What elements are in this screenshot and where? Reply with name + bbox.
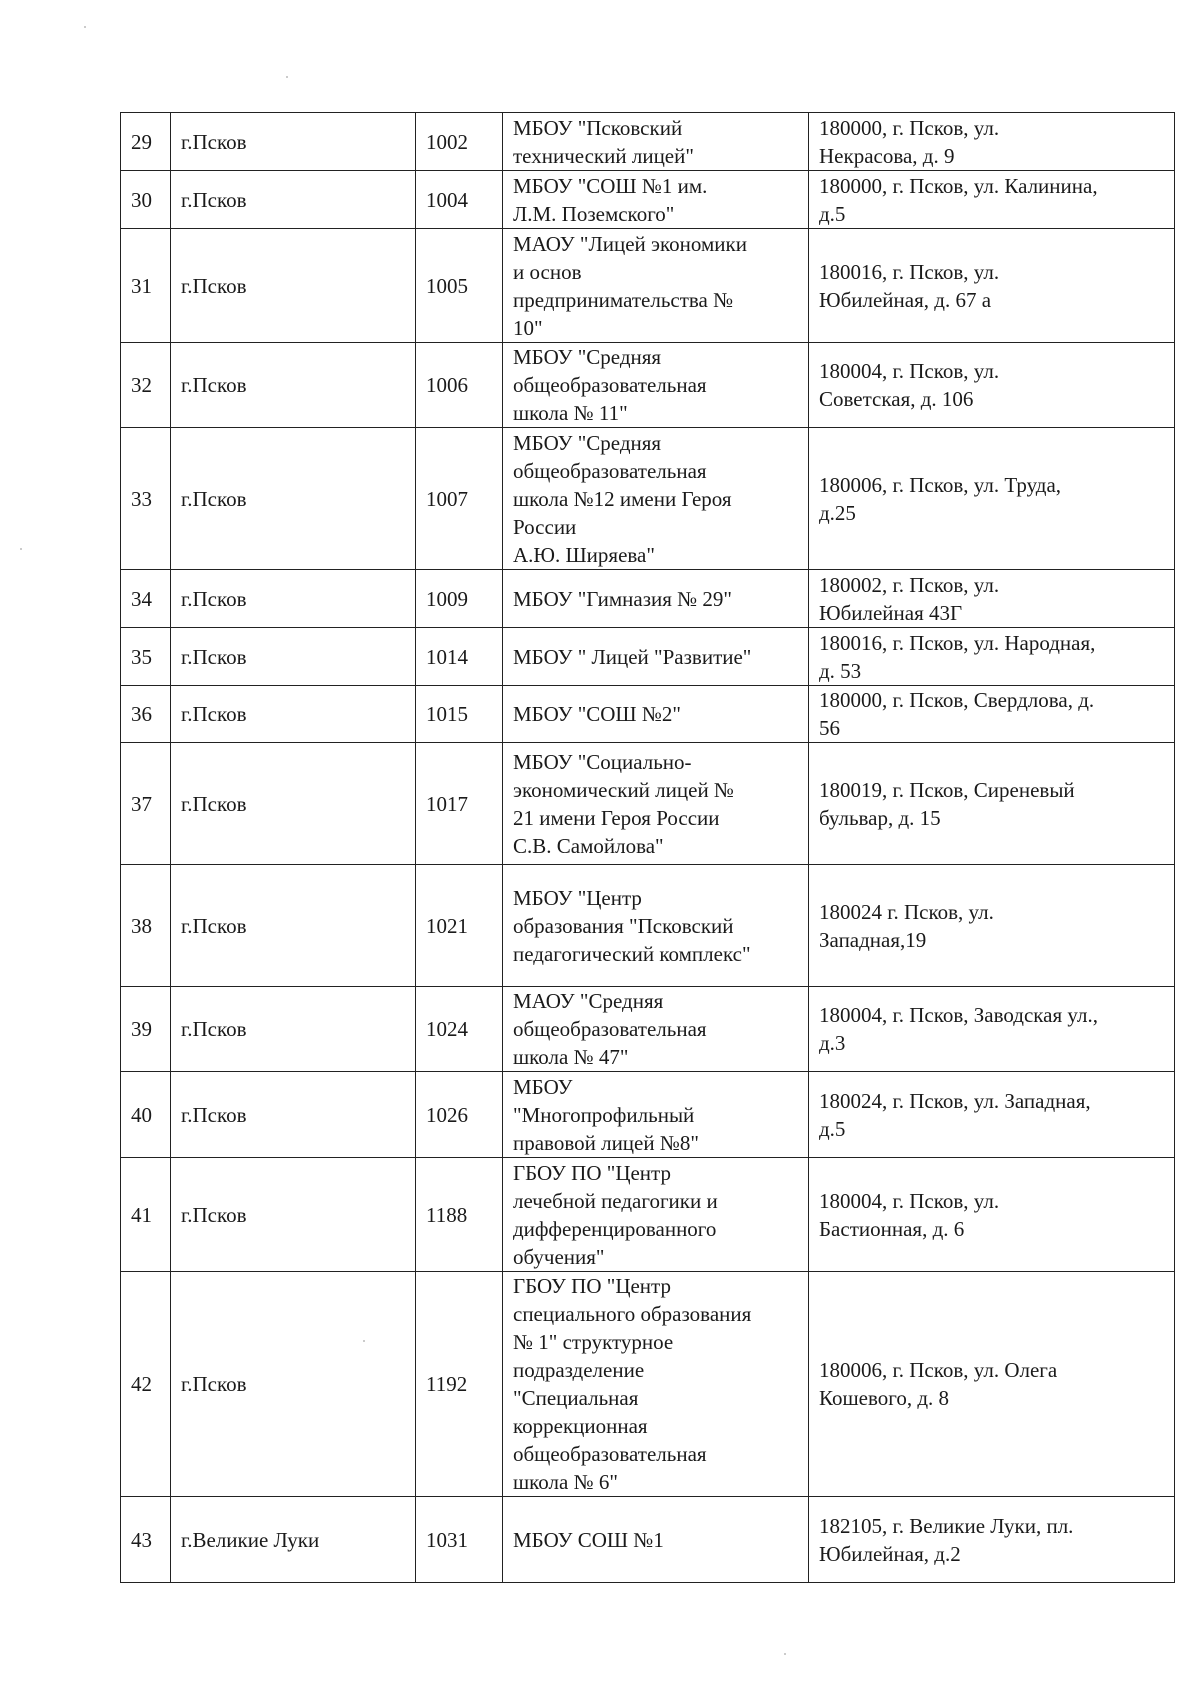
organization-cell-text: МБОУ " Лицей "Развитие": [513, 644, 752, 669]
city-cell: [171, 343, 416, 428]
code-cell: [416, 428, 503, 570]
organization-cell: [503, 987, 809, 1072]
address-cell: [809, 229, 1175, 343]
organization-cell: [503, 428, 809, 570]
code-cell: [416, 570, 503, 628]
code-cell: [416, 1497, 503, 1583]
table-row: [121, 628, 1175, 686]
city-cell: [171, 1072, 416, 1158]
city-cell: [171, 1497, 416, 1583]
city-cell: [171, 1272, 416, 1497]
code-cell-text: 1004: [426, 187, 468, 212]
row-number-text: 40: [131, 1102, 152, 1127]
city-cell: [171, 570, 416, 628]
city-cell: [171, 229, 416, 343]
table-row: [121, 1072, 1175, 1158]
organization-cell: [503, 1272, 809, 1497]
address-cell: [809, 987, 1175, 1072]
row-number: [121, 865, 171, 987]
city-cell: [171, 113, 416, 171]
city-cell-text: г.Псков: [181, 187, 247, 212]
address-cell: [809, 1497, 1175, 1583]
city-cell-text: г.Псков: [181, 791, 247, 816]
organization-cell: [503, 743, 809, 865]
organization-cell-text: МБОУ "СОШ №1 им. Л.М. Поземского": [513, 173, 708, 226]
address-cell: [809, 743, 1175, 865]
organization-cell: [503, 865, 809, 987]
code-cell: [416, 686, 503, 743]
address-cell: [809, 171, 1175, 229]
address-cell-text: 180000, г. Псков, ул. Некрасова, д. 9: [819, 115, 1000, 168]
row-number: [121, 428, 171, 570]
address-cell-text: 180016, г. Псков, ул. Юбилейная, д. 67 а: [819, 259, 1000, 312]
city-cell-text: г.Псков: [181, 913, 247, 938]
code-cell-text: 1017: [426, 791, 468, 816]
city-cell: [171, 987, 416, 1072]
organization-cell-text: МБОУ "Средняя общеобразовательная школа № 11": [513, 345, 707, 425]
address-cell: [809, 1158, 1175, 1272]
code-cell: [416, 113, 503, 171]
city-cell: [171, 1158, 416, 1272]
city-cell: [171, 743, 416, 865]
city-cell: [171, 628, 416, 686]
code-cell-text: 1006: [426, 373, 468, 397]
address-cell: [809, 343, 1175, 428]
code-cell: [416, 1158, 503, 1272]
city-cell-text: г.Псков: [181, 586, 247, 611]
code-cell-text: 1015: [426, 702, 468, 726]
code-cell-text: 1002: [426, 129, 468, 154]
organization-cell: [503, 171, 809, 229]
city-cell-text: г.Псков: [181, 702, 247, 726]
code-cell-text: 1009: [426, 586, 468, 611]
row-number-text: 41: [131, 1202, 152, 1227]
code-cell: [416, 171, 503, 229]
city-cell-text: г.Псков: [181, 1017, 247, 1041]
organization-cell-text: ГБОУ ПО "Центр лечебной педагогики и дифференцированного обучения": [513, 1160, 718, 1269]
code-cell: [416, 229, 503, 343]
code-cell: [416, 987, 503, 1072]
organization-cell: [503, 1158, 809, 1272]
organization-cell-text: МБОУ "Многопрофильный правовой лицей №8": [513, 1074, 699, 1155]
row-number: [121, 570, 171, 628]
organization-cell-text: ГБОУ ПО "Центр специального образования № 1" структурное подразделение "Специальная коррекционная общеобразовательная школа № 6": [513, 1274, 752, 1494]
organization-cell-text: МАОУ "Средняя общеобразовательная школа № 47": [513, 989, 707, 1069]
code-cell-text: 1031: [426, 1527, 468, 1552]
row-number-text: 34: [131, 586, 152, 611]
row-number: [121, 1158, 171, 1272]
address-cell-text: 180000, г. Псков, ул. Калинина, д.5: [819, 173, 1098, 226]
row-number: [121, 628, 171, 686]
city-cell-text: г.Псков: [181, 1372, 247, 1396]
row-number-text: 38: [131, 913, 152, 938]
row-number-text: 36: [131, 702, 152, 726]
table-row: [121, 113, 1175, 171]
address-cell: [809, 686, 1175, 743]
city-cell-text: г.Псков: [181, 1102, 247, 1127]
code-cell-text: 1014: [426, 644, 468, 669]
organization-cell: [503, 343, 809, 428]
row-number-text: 43: [131, 1527, 152, 1552]
organization-cell: [503, 570, 809, 628]
address-cell-text: 180004, г. Псков, ул. Советская, д. 106: [819, 359, 1000, 411]
table-row: [121, 229, 1175, 343]
code-cell-text: 1192: [426, 1372, 468, 1396]
row-number-text: 39: [131, 1017, 152, 1041]
code-cell: [416, 1072, 503, 1158]
address-cell-text: 180006, г. Псков, ул. Олега Кошевого, д. 8: [819, 1358, 1058, 1410]
code-cell: [416, 343, 503, 428]
code-cell-text: 1021: [426, 913, 468, 938]
address-cell-text: 180024 г. Псков, ул. Западная,19: [819, 899, 994, 952]
organization-cell: [503, 113, 809, 171]
organization-cell-text: МБОУ "Центр образования "Псковский педагогический комплекс": [513, 885, 751, 966]
row-number-text: 33: [131, 486, 152, 511]
city-cell-text: г.Псков: [181, 373, 247, 397]
organization-cell-text: МАОУ "Лицей экономики и основ предпринимательства № 10": [513, 231, 747, 340]
table-row: [121, 987, 1175, 1072]
address-cell: [809, 1072, 1175, 1158]
row-number-text: 31: [131, 273, 152, 298]
address-cell-text: 180000, г. Псков, Свердлова, д. 56: [819, 688, 1095, 740]
table-row: [121, 428, 1175, 570]
organization-cell: [503, 686, 809, 743]
code-cell: [416, 865, 503, 987]
organization-cell: [503, 628, 809, 686]
organization-cell-text: МБОУ "Средняя общеобразовательная школа №12 имени Героя России А.Ю. Ширяева": [513, 430, 732, 567]
address-cell-text: 180019, г. Псков, Сиреневый бульвар, д. 15: [819, 777, 1075, 830]
organization-cell-text: МБОУ "Гимназия № 29": [513, 586, 732, 611]
table-row: [121, 865, 1175, 987]
code-cell-text: 1026: [426, 1102, 468, 1127]
city-cell: [171, 686, 416, 743]
address-cell: [809, 570, 1175, 628]
code-cell: [416, 743, 503, 865]
organization-cell: [503, 1072, 809, 1158]
row-number: [121, 229, 171, 343]
address-cell-text: 180016, г. Псков, ул. Народная, д. 53: [819, 630, 1096, 683]
row-number-text: 37: [131, 791, 152, 816]
address-cell-text: 180002, г. Псков, ул. Юбилейная 43Г: [819, 572, 1000, 625]
address-cell: [809, 1272, 1175, 1497]
city-cell: [171, 428, 416, 570]
address-cell: [809, 865, 1175, 987]
address-cell-text: 180006, г. Псков, ул. Труда, д.25: [819, 472, 1062, 525]
row-number: [121, 743, 171, 865]
city-cell-text: г.Псков: [181, 1202, 247, 1227]
city-cell: [171, 171, 416, 229]
code-cell-text: 1007: [426, 486, 468, 511]
row-number-text: 29: [131, 129, 152, 154]
city-cell-text: г.Псков: [181, 273, 247, 298]
address-cell-text: 180004, г. Псков, ул. Бастионная, д. 6: [819, 1188, 1000, 1241]
code-cell: [416, 628, 503, 686]
city-cell-text: г.Псков: [181, 644, 247, 669]
table-row: [121, 743, 1175, 865]
city-cell: [171, 865, 416, 987]
organization-cell-text: МБОУ "Псковский технический лицей": [513, 115, 694, 168]
row-number: [121, 686, 171, 743]
table-row: [121, 171, 1175, 229]
row-number: [121, 171, 171, 229]
code-cell-text: 1188: [426, 1202, 468, 1227]
organization-cell: [503, 229, 809, 343]
code-cell-text: 1005: [426, 273, 468, 298]
row-number-text: 35: [131, 644, 152, 669]
address-cell-text: 180004, г. Псков, Заводская ул., д.3: [819, 1003, 1098, 1055]
organization-cell-text: МБОУ "Социально- экономический лицей № 21 имени Героя России С.В. Самойлова": [513, 749, 734, 858]
address-cell-text: 180024, г. Псков, ул. Западная, д.5: [819, 1088, 1091, 1141]
code-cell-text: 1024: [426, 1017, 468, 1041]
row-number: [121, 1072, 171, 1158]
city-cell-text: г.Великие Луки: [181, 1527, 320, 1552]
row-number-text: 32: [131, 373, 152, 397]
row-number-text: 30: [131, 187, 152, 212]
city-cell-text: г.Псков: [181, 486, 247, 511]
organization-cell-text: МБОУ "СОШ №2": [513, 702, 681, 726]
row-number: [121, 1497, 171, 1583]
table-row: [121, 1158, 1175, 1272]
address-cell: [809, 628, 1175, 686]
table-row: [121, 343, 1175, 428]
row-number: [121, 1272, 171, 1497]
code-cell: [416, 1272, 503, 1497]
table-row: [121, 570, 1175, 628]
address-cell: [809, 113, 1175, 171]
table-row: [121, 1497, 1175, 1583]
address-cell: [809, 428, 1175, 570]
organization-cell: [503, 1497, 809, 1583]
table-row: [121, 686, 1175, 743]
row-number-text: 42: [131, 1372, 152, 1396]
row-number: [121, 987, 171, 1072]
city-cell-text: г.Псков: [181, 129, 247, 154]
organization-cell-text: МБОУ СОШ №1: [513, 1527, 664, 1552]
address-cell-text: 182105, г. Великие Луки, пл. Юбилейная, д.2: [819, 1513, 1074, 1566]
row-number: [121, 113, 171, 171]
schools-table: [120, 112, 1175, 1583]
table-row: [121, 1272, 1175, 1497]
row-number: [121, 343, 171, 428]
